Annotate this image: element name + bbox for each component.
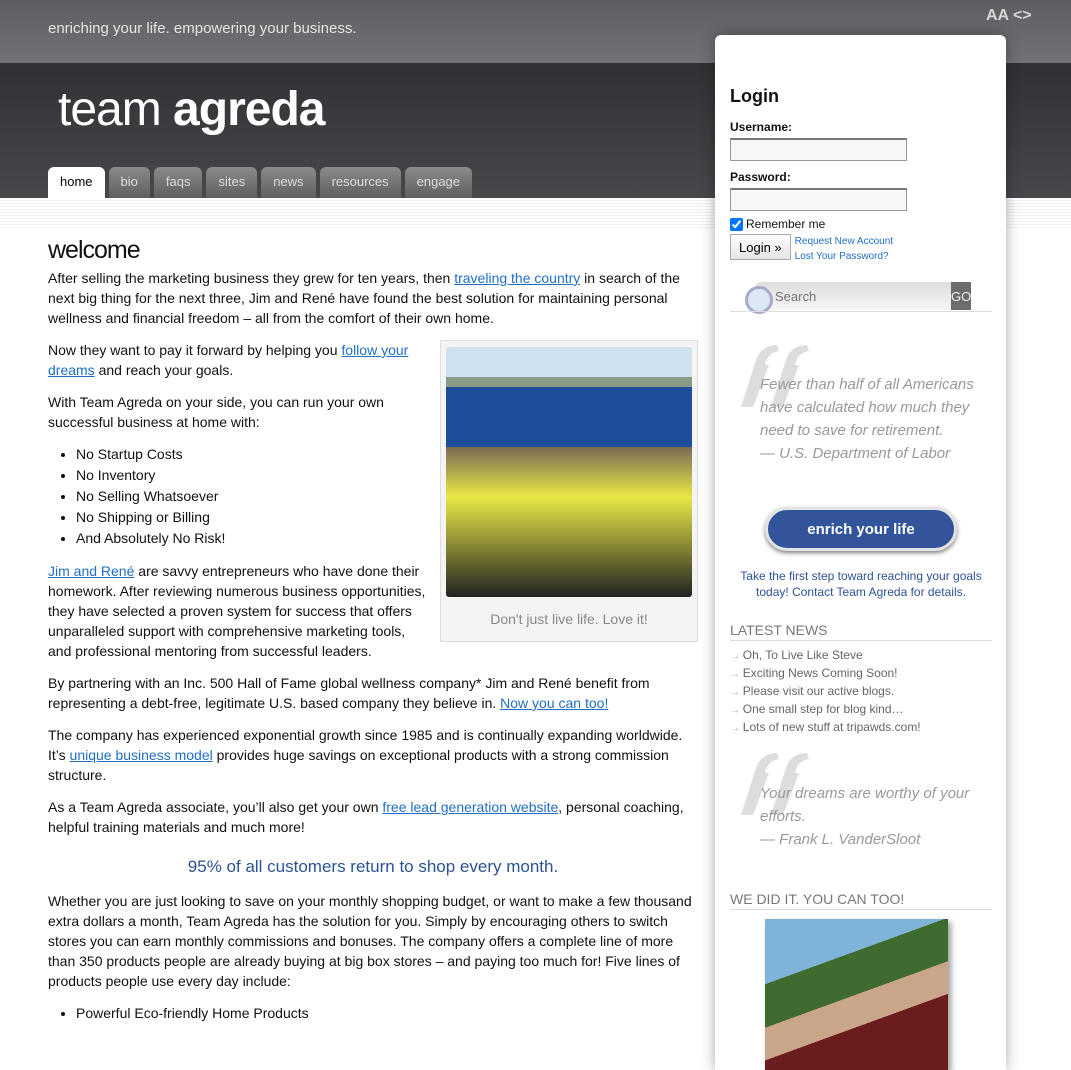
remember-checkbox[interactable] [730, 218, 743, 231]
font-size-icon[interactable]: AA <> [986, 7, 1032, 24]
couple-photo [446, 347, 692, 597]
jim-rene-link[interactable]: Jim and René [48, 563, 135, 579]
main-nav [48, 167, 472, 198]
list-item: • No Selling Whatsoever [76, 486, 698, 507]
list-item: • Powerful Eco-friendly Home Products [76, 1003, 698, 1024]
news-list [730, 647, 921, 737]
quote-block: Fewer than half of all Americans have calculated how much they need to save for retirement. — U.S. Department of Labor [760, 376, 974, 462]
list-item: • No Startup Costs [76, 444, 698, 465]
request-account-link[interactable]: Request New Account [794, 236, 894, 247]
news-item[interactable]: → Exciting News Coming Soon! [730, 665, 921, 683]
news-item[interactable]: → Oh, To Live Like Steve [730, 647, 921, 665]
enrich-button[interactable]: enrich your life [765, 507, 957, 551]
search-icon [745, 286, 773, 314]
news-heading: LATEST NEWS [730, 622, 992, 641]
main-content: welcome After selling the marketing business they grew for ten years, then traveling the country in search of the next big thing for the next three, Jim and René have found the best solution for maintaining personal wellness and financial freedom – all from the comfort of their own home. Don't just live life. Love it! Now they want to pay it forward by helping you follow your dreams and reach your goals. With Team Agreda on your side, you can run your own successful business at home with: • No Startup Costs • No Inventory • No Selling Whatsoever • No Shipping or Billing • And Absolutely No Risk! Jim and René are savvy entrepreneurs who have done their homework. After reviewing numerous business opportunities, they have selected a proven system for success that offers unparalleled support with comprehensive marketing tools, and professional mentoring from successful leaders. By partnering with an Inc. 500 Hall of Fame global wellness company* Jim and René benefit from representing a debt-free, legitimate U.S. based company they believe in. Now you can too! The company has experienced exponential growth since 1985 and is continually expanding worldwide. It’s unique business model provides huge savings on exceptional products with a strong commission structure. As a Team Agreda associate, you’ll also get your own free lead generation website, personal coaching, helpful training materials and much more! 95% of all customers return to shop every month. Whether you are just looking to save on your monthly shopping budget, or want to make a few thousand extra dollars a month, Team Agreda has the solution for you. Simply by encouraging others to switch stores you can earn monthly commissions and bonuses. The company offers a complete line of more than 350 products people are already buying at big box stores – and paying too much for! Five lines of products people use every day include: • Powerful Eco-friendly Home Products [48, 240, 698, 1036]
tab-sites[interactable]: sites [206, 167, 257, 198]
photo-box [440, 340, 698, 642]
search-input[interactable] [755, 282, 951, 310]
tab-home[interactable]: home [48, 167, 105, 198]
business-model-link[interactable]: unique business model [69, 747, 213, 763]
list-item: • No Shipping or Billing [76, 507, 698, 528]
lost-password-link[interactable]: Lost Your Password? [794, 251, 889, 262]
login-button[interactable]: Login » [730, 234, 791, 260]
page-title: welcome [48, 236, 140, 264]
did-it-heading: WE DID IT. YOU CAN TOO! [730, 891, 992, 910]
search-go-button[interactable]: GO [951, 282, 971, 310]
photo-caption: Don't just live life. Love it! [490, 611, 648, 627]
tab-bio[interactable]: bio [109, 167, 150, 198]
traveling-link[interactable]: traveling the country [454, 270, 581, 286]
tab-engage[interactable]: engage [405, 167, 472, 198]
news-item[interactable]: → One small step for blog kind… [730, 701, 921, 719]
tagline: enriching your life. empowering your business. [48, 20, 357, 37]
login-form: Login Username: Password: Remember me Login » Request New Account Lost Your Password? [730, 86, 992, 264]
news-item[interactable]: → Lots of new stuff at tripawds.com! [730, 719, 921, 737]
follow-dreams-link[interactable]: follow your dreams [48, 342, 409, 378]
login-title: Login [730, 86, 779, 106]
site-logo[interactable]: team agreda [58, 83, 325, 136]
tab-faqs[interactable]: faqs [154, 167, 203, 198]
lead-website-link[interactable]: free lead generation website [382, 799, 559, 815]
highlight-text: 95% of all customers return to shop every month. [187, 857, 559, 876]
intro-paragraph: After selling the marketing business they grew for ten years, then traveling the country in search of the next big thing for the next three, Jim and René have found the best solution for maintaining personal wellness and financial freedom – all from the comfort of their own home. [48, 270, 680, 326]
username-field[interactable] [730, 138, 907, 161]
sidebar: Login Username: Password: Remember me Login » Request New Account Lost Your Password? Search GO Fewer than half of all Americans have calculated how much they need to save for retirement. — U.S. Department of Labor enrich your life Take the first step toward reaching your goals today! Contact Team Agreda for details. LATEST NEWS → Oh, To Live Like Steve → Exciting News Coming Soon! → Please visit our active blogs. → One small step for blog kind… → Lots of new stuff at tripawds.com! Your dreams are worthy of your efforts. — Frank L. VanderSloot WE DID IT. YOU CAN TOO! [715, 35, 1006, 1070]
tab-news[interactable]: news [261, 167, 315, 198]
couple-photo-small [765, 919, 948, 1070]
search-bar [755, 282, 972, 310]
tab-resources[interactable]: resources [320, 167, 401, 198]
news-item[interactable]: → Please visit our active blogs. [730, 683, 921, 701]
list-item: • No Inventory [76, 465, 698, 486]
now-you-can-link[interactable]: Now you can too! [500, 695, 609, 711]
password-field[interactable] [730, 188, 907, 211]
quote-block: Your dreams are worthy of your efforts. — Frank L. VanderSloot [760, 785, 970, 848]
list-item: • And Absolutely No Risk! [76, 528, 698, 549]
